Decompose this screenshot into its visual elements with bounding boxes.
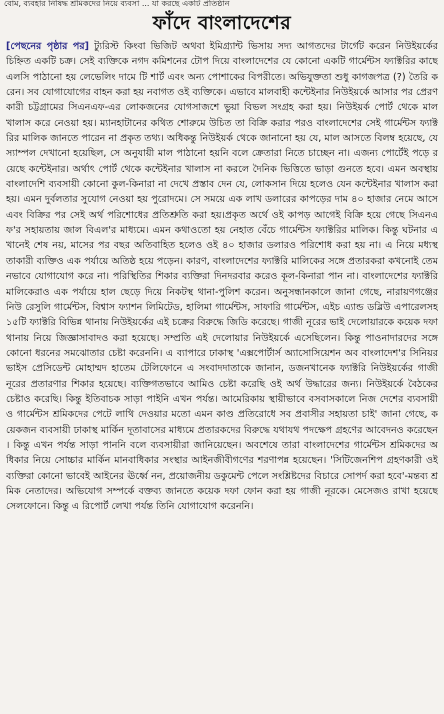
article-body bbox=[6, 39, 438, 711]
previous-article-strip: বোম, ব্যবহার নিষিদ্ধ শ্রমিকদের নিয়ে ব্যবসা ... যা করছে একটি প্রতিষ্ঠান bbox=[4, 0, 230, 8]
article-text: ট্যুরিস্ট কিংবা ভিজিট অথবা ইমিগ্র্যান্ট ভিসায় সদ্য আগতদের টার্গেট করেন নিউইয়র্কের চিহ্নিত একটি চক্র। সেই ব্যক্তিকে নগদ কমিশনের টোপ দিয়ে বাংলাদেশের যে কোনো একটি গার্মেন্টস ফ্যাক্টরির কাছে এলসি পাঠানো হয় লেভেলিং দামে টি শার্ট এবং অন্য পোশাকের বিপরীতে। অভিযুক্ততা শুধু কাগজপত্র (?) তৈরি করেন। সব যোগাযোগের বাহন করা হয় নবাগত ওই ব্যক্তিকে। এভাবে মালবাহী কন্টেইনার নিউইয়র্কে আসার পর প্রেরণকারী চট্টগ্রামের সিএনএফ-এর লোকজনের যোগসাজশে ভুয়া বিভল সংগ্রহ করা হয়। নিউইয়র্ক পোর্ট থেকে মাল খালাস করে নেওয়া হয়। ম্যানহাটানের কথিত শোরুমে উচিত তা বিক্রি করার পরও বাংলাদেশের সেই গার্মেন্টস ফ্যাক্টরির মালিক জানতে পারেন না প্রকৃত তথ্য। অধিকন্তু নিউইয়র্ক থেকে জানানো হয় যে, মাল আসতে বিলম্ব হয়েছে, যে স্যাম্পল দেখানো হয়েছিল, সে অনুযায়ী মাল পাঠানো হয়নি বলে ক্রেতারা নিতে চাচ্ছেন না। এজন্য পোর্টেই পড়ে রয়েছে কন্টেইনার। অর্থাৎ পোর্ট থেকে কন্টেইনার খালাস না করলে দৈনিক ভিত্তিতে ভাড়া গুনতে হবে। এমন অবস্থায় বাংলাদেশি ব্যবসায়ী কোনো কুল-কিনারা না দেখে প্রস্তাব দেন যে, লোকসান দিয়ে হলেও যেন কন্টেইনার খালাস করা হয়। এমন দুর্বলতার সুযোগ নেওয়া হয় পুরোদমে। সে সময়ে এক লাখ ডলারের কাপড়ের দাম ৪০ হাজার নেমে আসে এবং বিক্রির পর সেই অর্থ পরিশোধের প্রতিশ্রুতি করা হয়।প্রকৃত অর্থে ওই কাপড় আগেই বিক্রি হয়ে গেছে সিএনএফ'র সহায়তায় জাল বিএল'র মাধ্যমে। এমন কথাওতো হয় নেহাত বেঁচে গার্মেন্টস ফ্যাক্টরির মালিক। কিন্তু ঘটনার এখানেই শেষ নয়, মাসের পর বছর অতিবাহিত হলেও ওই ৪০ হাজার ডলারও পরিশোধ করা হয় না। এ নিয়ে মধ্যস্থতাকারী ব্যক্তিও এক পর্যায়ে অতিষ্ঠ হয়ে পড়েন। কারণ, বাংলাদেশের ফ্যাক্টরি মালিকের সঙ্গে প্রতারকরা কখনোই তেমনভাবে যোগাযোগ করে না। পরিস্থিতির শিকার ব্যক্তিরা দিনদরবার করেও কূল-কিনারা পান না। বাংলাদেশের ফ্যাক্টরি মালিকেরাও এক পর্যায়ে হাল ছেড়ে দিয়ে নিকটস্থ থানা-পুলিশ করেন। অনুসন্ধানকালে জানা গেছে, নারায়ণগঞ্জের নিউ রেসুলি গার্মেন্টস, বিশ্বাস ফ্যাশন লিমিটেড, হালিমা গার্মেন্টস, সাফারি গার্মেন্টস, এইচ এ্যান্ড ডব্লিউ এপারেলসহ ১৫টি ফ্যাক্টরি বিভিন্ন থানায় নিউইয়র্কের এই চক্রের বিরুদ্ধে জিডি করেছে। গাজী নূরের ভাই দেলোয়ারকে কয়েক দফা থানায় নিয়ে জিজ্ঞাসাবাদও করা হয়েছে। সম্প্রতি এই দেলোয়ার নিউইয়র্কে এসেছিলেন। কিন্তু পাওনাদারদের সঙ্গে কোনো ধরনের সমঝোতার চেষ্টা করেননি। এ ব্যাপারে ঢাকাস্থ 'এক্সপোর্টার্স অ্যাসোসিয়েশন অব বাংলাদেশ'র সিনিয়র ভাইস প্রেসিডেন্ট মোহাম্মদ হাতেম টেলিফোনে এ সংবাদদাতাকে জানান, ডজনখানেক ফ্যাক্টরি নিউইয়র্কের গাজী নূরের প্রতারণার শিকার হয়েছে। ব্যক্তিগতভাবে আমিও চেষ্টা করেছি ওই অর্থ উদ্ধারের জন্য। নিউইয়র্কে বৈঠকের চেষ্টাও করেছি। কিন্তু ইতিবাচক সাড়া পাইনি এখন পর্যন্ত। আমেরিকায় স্থায়ীভাবে বসবাসকালে নিজ দেশের ব্যবসায়ী ও গার্মেন্টস শ্রমিকদের পেটে লাথি দেওয়ার মতো এমন কাণ্ড প্রতিরোধে সব প্রবাসীর সহায়তা চাই' জানা গেছে, কয়েকজন ব্যবসায়ী ঢাকাস্থ মার্কিন দূতাবাসের মাধ্যমে প্রতারকদের বিরুদ্ধে যথাযথ পদক্ষেপ গ্রহণের আবেদনও করেছেন। কিন্তু এখন পর্যন্ত সাড়া পাননি বলে ব্যবসায়ীরা জানিয়েছেন। অবশেষে তারা বাংলাদেশের গার্মেন্টস শ্রমিকদের অধিকার নিয়ে সোচ্চার মার্কিন মানবাধিকার সংস্থার আইনজীবীগণের শরণাপন্ন হয়েছেন। 'সিটিজেনশিপ গ্রহণকারী ওই ব্যক্তিরা কোনো ভাবেই আইনের ঊর্ধ্বে নন, প্রয়োজনীয় ডকুমেন্ট পেলে সংশ্লিষ্টদের বিচারে সোপর্দ করা হবে'-মন্তব্য শ্রমিক নেতাদের। অভিযোগ সম্পর্কে বক্তব্য জানতে কয়েক দফা ফোন করা হয় গাজী নূরকে। মেসেজও রাখা হয়েছে সেলফোনে। কিন্তু এ রিপোর্ট লেখা পর্যন্ত তিনি যোগাযোগ করেননি। bbox=[6, 41, 438, 513]
article-headline: ফাঁদে বাংলাদেশের bbox=[152, 12, 292, 34]
continuation-label: [পেছনের পৃষ্ঠার পর] bbox=[6, 41, 89, 52]
article-paragraph bbox=[6, 39, 438, 515]
